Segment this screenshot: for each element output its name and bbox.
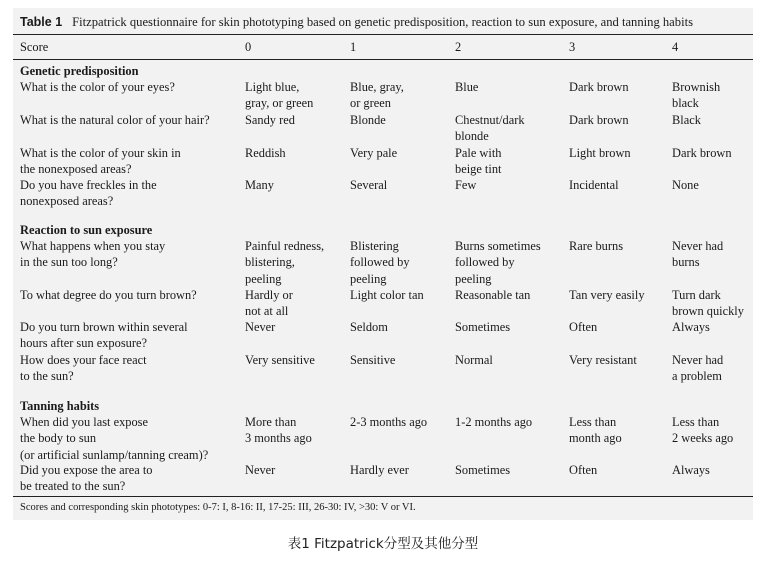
- table-label: Table 1: [20, 15, 63, 29]
- answer-cell: None: [672, 178, 699, 192]
- answer-cell: Very sensitive: [245, 353, 315, 367]
- answer-cell: Several: [350, 178, 388, 192]
- question-cell: Do you turn brown within several hours after sun exposure?: [20, 320, 188, 351]
- column-header: 2: [455, 40, 462, 54]
- answer-cell: Hardly ever: [350, 463, 409, 477]
- column-header: 4: [672, 40, 679, 54]
- section-heading: Tanning habits: [20, 399, 100, 413]
- question-cell: What happens when you stay in the sun too long?: [20, 239, 166, 270]
- section-heading: Genetic predisposition: [20, 64, 139, 78]
- question-cell: Do you have freckles in the nonexposed areas?: [20, 178, 157, 209]
- answer-cell: Dark brown: [569, 80, 629, 94]
- answer-cell: Always: [672, 320, 710, 334]
- answer-cell: Normal: [455, 353, 493, 367]
- answer-cell: Painful redness, blistering, peeling: [245, 239, 325, 286]
- answer-cell: Chestnut/dark blonde: [455, 113, 525, 144]
- question-cell: To what degree do you turn brown?: [20, 288, 197, 302]
- answer-cell: Rare burns: [569, 239, 624, 253]
- question-cell: What is the color of your skin in the nonexposed areas?: [20, 146, 181, 177]
- answer-cell: Very pale: [350, 146, 398, 160]
- bottom-rule: [13, 496, 753, 497]
- answer-cell: 1-2 months ago: [455, 415, 533, 429]
- answer-cell: Hardly or not at all: [245, 288, 293, 319]
- answer-cell: Brownish black: [672, 80, 721, 111]
- answer-cell: Incidental: [569, 178, 619, 192]
- answer-cell: Blue: [455, 80, 479, 94]
- answer-cell: Reddish: [245, 146, 286, 160]
- answer-cell: Sometimes: [455, 320, 511, 334]
- answer-cell: Never: [245, 463, 276, 477]
- answer-cell: Blue, gray, or green: [350, 80, 404, 111]
- answer-cell: Reasonable tan: [455, 288, 531, 302]
- answer-cell: Turn dark brown quickly: [672, 288, 744, 319]
- answer-cell: Black: [672, 113, 701, 127]
- column-header: 1: [350, 40, 357, 54]
- figure-caption: 表1 Fitzpatrick分型及其他分型: [287, 536, 479, 552]
- column-header: 3: [569, 40, 576, 54]
- table-footnote: Scores and corresponding skin phototypes: 0-7: I, 8-16: II, 17-25: III, 26-30: IV, >30: V or VI.: [20, 502, 416, 513]
- question-cell: How does your face react to the sun?: [20, 353, 147, 384]
- column-header: Score: [20, 40, 49, 54]
- question-cell: What is the natural color of your hair?: [20, 113, 210, 127]
- answer-cell: Blonde: [350, 113, 386, 127]
- answer-cell: Light color tan: [350, 288, 424, 302]
- answer-cell: Always: [672, 463, 710, 477]
- header-rule: [13, 59, 753, 60]
- answer-cell: Often: [569, 320, 598, 334]
- answer-cell: Less than month ago: [569, 415, 622, 446]
- answer-cell: Never: [245, 320, 276, 334]
- answer-cell: Very resistant: [569, 353, 637, 367]
- answer-cell: Dark brown: [672, 146, 732, 160]
- column-header: 0: [245, 40, 252, 54]
- answer-cell: Sandy red: [245, 113, 295, 127]
- answer-cell: Sensitive: [350, 353, 396, 367]
- answer-cell: Tan very easily: [569, 288, 645, 302]
- question-cell: Did you expose the area to be treated to the sun?: [20, 463, 153, 494]
- answer-cell: Burns sometimes followed by peeling: [455, 239, 541, 286]
- table-title: Fitzpatrick questionnaire for skin phototyping based on genetic predisposition, reaction to sun exposure, and tanning habits: [72, 15, 693, 29]
- section-heading: Reaction to sun exposure: [20, 223, 153, 237]
- answer-cell: Blistering followed by peeling: [350, 239, 410, 286]
- table-caption: [20, 15, 693, 30]
- question-cell: When did you last expose the body to sun (or artificial sunlamp/tanning cream)?: [20, 415, 209, 462]
- answer-cell: Many: [245, 178, 274, 192]
- question-cell: What is the color of your eyes?: [20, 80, 175, 94]
- answer-cell: 2-3 months ago: [350, 415, 428, 429]
- top-rule: [13, 34, 753, 35]
- answer-cell: Light blue, gray, or green: [245, 80, 314, 111]
- answer-cell: Never had burns: [672, 239, 724, 270]
- fitzpatrick-table: [13, 8, 753, 520]
- answer-cell: Dark brown: [569, 113, 629, 127]
- answer-cell: Few: [455, 178, 477, 192]
- answer-cell: Light brown: [569, 146, 631, 160]
- answer-cell: Often: [569, 463, 598, 477]
- answer-cell: Never had a problem: [672, 353, 724, 384]
- answer-cell: Less than 2 weeks ago: [672, 415, 734, 446]
- answer-cell: Seldom: [350, 320, 388, 334]
- answer-cell: Pale with beige tint: [455, 146, 502, 177]
- answer-cell: More than 3 months ago: [245, 415, 312, 446]
- answer-cell: Sometimes: [455, 463, 511, 477]
